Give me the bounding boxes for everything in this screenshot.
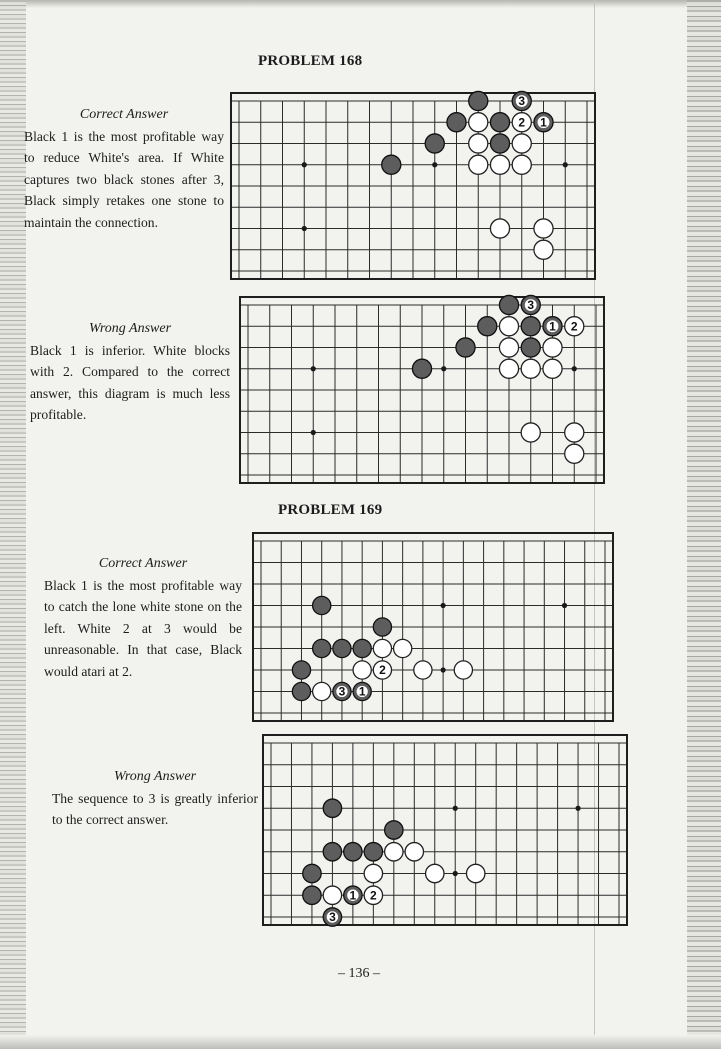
move-number-label: 3 <box>329 910 336 925</box>
black-stone <box>313 596 331 614</box>
move-number-label: 2 <box>370 888 377 903</box>
white-stone <box>373 639 391 657</box>
black-stone <box>344 843 362 861</box>
star-point <box>572 366 577 371</box>
black-stone <box>447 113 466 132</box>
black-stone <box>373 618 391 636</box>
p168-wrong-answer-text <box>30 318 230 426</box>
black-stone <box>333 639 351 657</box>
white-stone <box>454 661 472 679</box>
move-number-label: 1 <box>358 684 366 699</box>
move-number-label: 2 <box>379 663 386 678</box>
black-stone <box>490 113 509 132</box>
p169-correct-caption: Correct Answer <box>98 556 188 571</box>
problem-169-title: PROBLEM 169 <box>278 502 383 518</box>
black-stone <box>303 886 321 904</box>
white-stone <box>405 843 423 861</box>
black-stone <box>292 682 310 700</box>
black-stone <box>292 661 310 679</box>
scan-right-edge <box>687 0 721 1049</box>
white-stone <box>490 219 509 238</box>
white-stone <box>469 155 488 174</box>
white-stone <box>353 661 371 679</box>
white-stone <box>521 423 540 442</box>
star-point <box>302 162 307 167</box>
move-number-label: 3 <box>518 94 526 109</box>
star-point <box>562 603 567 608</box>
white-stone <box>512 155 531 174</box>
move-number-label: 3 <box>338 684 346 699</box>
black-stone <box>364 843 382 861</box>
black-stone <box>313 639 331 657</box>
black-stone <box>412 359 431 378</box>
p168-wrong-body: Black 1 is inferior. White blocks with 2. Compared to the correct answer, this diagram is much less profitable. <box>30 342 230 423</box>
white-stone <box>323 886 341 904</box>
white-stone <box>364 864 382 882</box>
p169-correct-body: Black 1 is the most profitable way to catch the lone white stone on the left. White 2 at 3 would be unreasonable. In that case, Black would atari at 2. <box>44 577 242 679</box>
black-stone <box>469 91 488 110</box>
black-stone <box>490 134 509 153</box>
white-stone <box>469 134 488 153</box>
p169-wrong-body: The sequence to 3 is greatly inferior to the correct answer. <box>52 790 258 828</box>
white-stone <box>394 639 412 657</box>
p169-wrong-answer-text <box>52 766 258 831</box>
p168-correct-answer-text <box>24 104 224 234</box>
white-stone <box>499 359 518 378</box>
p169-correct-answer-board <box>252 532 614 722</box>
move-number-label: 1 <box>549 319 556 334</box>
black-stone <box>456 338 475 357</box>
scan-bottom-edge <box>0 1035 721 1049</box>
white-stone <box>565 423 584 442</box>
star-point <box>311 366 316 371</box>
problem-168-title: PROBLEM 168 <box>258 53 363 69</box>
black-stone <box>478 317 497 336</box>
star-point <box>302 226 307 231</box>
black-stone <box>303 864 321 882</box>
p169-wrong-answer-board <box>262 734 628 926</box>
white-stone <box>469 113 488 132</box>
black-stone <box>385 821 403 839</box>
p169-wrong-caption: Wrong Answer <box>113 769 197 784</box>
p168-correct-answer-board <box>230 92 596 280</box>
star-point <box>453 806 458 811</box>
white-stone <box>565 444 584 463</box>
white-stone <box>512 134 531 153</box>
move-number-label: 3 <box>527 298 535 313</box>
scan-top-edge <box>0 0 721 8</box>
star-point <box>441 667 446 672</box>
black-stone <box>323 843 341 861</box>
page-number: – 136 – <box>338 966 380 981</box>
white-stone <box>534 219 553 238</box>
star-point <box>575 806 580 811</box>
white-stone <box>499 317 518 336</box>
p169-correct-answer-text <box>44 553 242 683</box>
white-stone <box>385 843 403 861</box>
black-stone <box>521 317 540 336</box>
black-stone <box>521 338 540 357</box>
scan-left-edge <box>0 0 26 1049</box>
white-stone <box>534 240 553 259</box>
white-stone <box>543 338 562 357</box>
star-point <box>441 603 446 608</box>
white-stone <box>543 359 562 378</box>
move-number-label: 1 <box>540 115 547 130</box>
move-number-label: 2 <box>518 115 526 130</box>
black-stone <box>382 155 401 174</box>
black-stone <box>499 295 518 314</box>
p168-wrong-caption: Wrong Answer <box>88 321 172 336</box>
move-number-label: 1 <box>349 888 357 903</box>
black-stone <box>425 134 444 153</box>
white-stone <box>466 864 484 882</box>
p168-correct-caption: Correct Answer <box>79 107 169 122</box>
star-point <box>311 430 316 435</box>
white-stone <box>521 359 540 378</box>
white-stone <box>426 864 444 882</box>
white-stone <box>414 661 432 679</box>
star-point <box>441 366 446 371</box>
move-number-label: 2 <box>570 319 578 334</box>
star-point <box>432 162 437 167</box>
black-stone <box>353 639 371 657</box>
p168-correct-body: Black 1 is the most profitable way to reduce White's area. If White captures two black stones after 3, Black simply retakes one stone to maintain the connection. <box>24 128 224 230</box>
black-stone <box>323 799 341 817</box>
p168-wrong-answer-board <box>239 296 605 484</box>
white-stone <box>490 155 509 174</box>
star-point <box>563 162 568 167</box>
white-stone <box>313 682 331 700</box>
white-stone <box>499 338 518 357</box>
star-point <box>453 871 458 876</box>
